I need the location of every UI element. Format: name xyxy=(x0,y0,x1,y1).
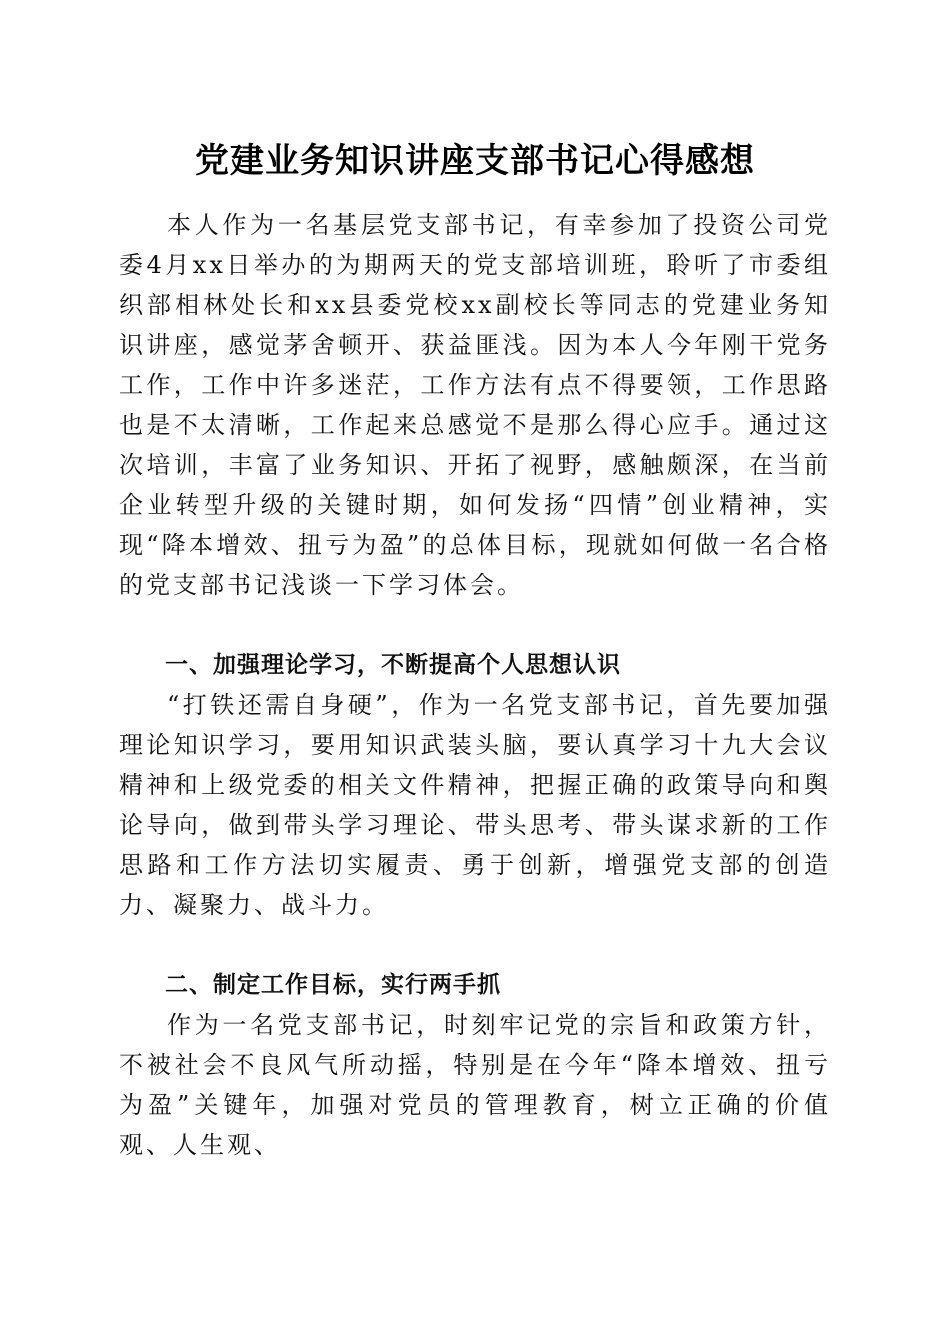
document-body xyxy=(119,205,831,1165)
section-heading-1: 一、加强理论学习，不断提高个人思想认识 xyxy=(165,652,621,678)
section-1-paragraph: “打铁还需自身硬”，作为一名党支部书记，首先要加强理论知识学习，要用知识武装头脑，要认真学习十九大会议精神和上级党委的相关文件精神，把握正确的政策导向和舆论导向，做到带头学习理论、带头思考、带头谋求新的工作思路和工作方法切实履责、勇于创新，增强党支部的创造力、凝聚力、战斗力。 xyxy=(119,691,831,919)
section-2-paragraph: 作为一名党支部书记，时刻牢记党的宗旨和政策方针，不被社会不良风气所动摇，特别是在今年“降本增效、扭亏为盈”关键年，加强对党员的管理教育，树立正确的价值观、人生观、 xyxy=(119,1011,831,1159)
section-heading-2: 二、制定工作目标，实行两手抓 xyxy=(165,972,501,998)
intro-paragraph: 本人作为一名基层党支部书记，有幸参加了投资公司党委4月xx日举办的为期两天的党支部培训班，聆听了市委组织部相林处长和xx县委党校xx副校长等同志的党建业务知识讲座，感觉茅舍顿开、获益匪浅。因为本人今年刚干党务工作，工作中许多迷茫，工作方法有点不得要领，工作思路也是不太清晰，工作起来总感觉不是那么得心应手。通过这次培训，丰富了业务知识、开拓了视野，感触颇深，在当前企业转型升级的关键时期，如何发扬“四情”创业精神，实现“降本增效、扭亏为盈”的总体目标，现就如何做一名合格的党支部书记浅谈一下学习体会。 xyxy=(119,211,831,599)
document-title: 党建业务知识讲座支部书记心得感想 xyxy=(195,141,755,181)
